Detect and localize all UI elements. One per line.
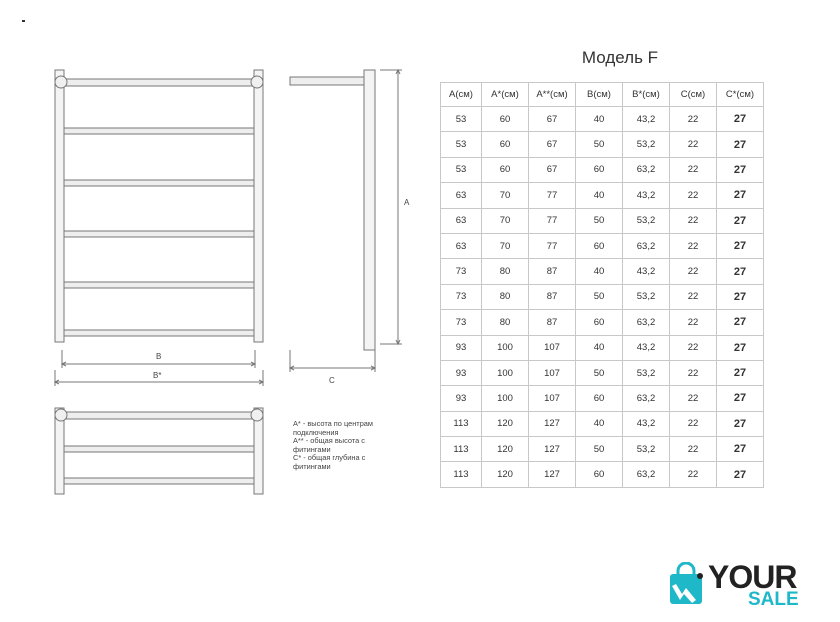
table-cell: 40 <box>576 335 623 360</box>
table-cell: 22 <box>670 437 717 462</box>
table-cell: 27 <box>717 360 764 385</box>
table-cell: 22 <box>670 462 717 487</box>
table-cell: 43,2 <box>623 335 670 360</box>
spec-table <box>440 82 764 488</box>
table-cell: 53,2 <box>623 284 670 309</box>
table-cell: 43,2 <box>623 259 670 284</box>
table-cell: 53 <box>441 157 482 182</box>
table-cell: 22 <box>670 132 717 157</box>
table-cell: 80 <box>482 284 529 309</box>
table-cell: 70 <box>482 233 529 258</box>
table-row <box>441 360 764 385</box>
dim-label-b-star: B* <box>153 371 162 380</box>
col-header-a-2star: A**(см) <box>529 83 576 107</box>
table-cell: 22 <box>670 284 717 309</box>
table-cell: 22 <box>670 310 717 335</box>
col-header-c: C(см) <box>670 83 717 107</box>
table-row <box>441 386 764 411</box>
table-cell: 53,2 <box>623 437 670 462</box>
table-cell: 93 <box>441 360 482 385</box>
table-row <box>441 208 764 233</box>
table-cell: 27 <box>717 284 764 309</box>
table-row <box>441 183 764 208</box>
table-cell: 50 <box>576 284 623 309</box>
table-cell: 100 <box>482 335 529 360</box>
table-cell: 27 <box>717 386 764 411</box>
table-cell: 73 <box>441 259 482 284</box>
table-cell: 22 <box>670 411 717 436</box>
table-cell: 127 <box>529 462 576 487</box>
table-cell: 22 <box>670 157 717 182</box>
table-cell: 22 <box>670 259 717 284</box>
table-cell: 120 <box>482 411 529 436</box>
table-cell: 77 <box>529 208 576 233</box>
table-cell: 22 <box>670 360 717 385</box>
table-cell: 53,2 <box>623 360 670 385</box>
table-cell: 27 <box>717 411 764 436</box>
table-row <box>441 437 764 462</box>
table-cell: 63,2 <box>623 233 670 258</box>
col-header-b: B(см) <box>576 83 623 107</box>
table-cell: 87 <box>529 259 576 284</box>
table-cell: 60 <box>576 310 623 335</box>
table-cell: 113 <box>441 411 482 436</box>
table-row <box>441 462 764 487</box>
col-header-b-star: B*(см) <box>623 83 670 107</box>
table-cell: 63,2 <box>623 386 670 411</box>
table-cell: 80 <box>482 310 529 335</box>
table-cell: 22 <box>670 335 717 360</box>
table-cell: 100 <box>482 386 529 411</box>
col-header-a-star: A*(см) <box>482 83 529 107</box>
table-cell: 50 <box>576 208 623 233</box>
table-cell: 87 <box>529 284 576 309</box>
table-cell: 127 <box>529 411 576 436</box>
table-cell: 43,2 <box>623 411 670 436</box>
table-cell: 127 <box>529 437 576 462</box>
table-cell: 60 <box>482 107 529 132</box>
logo-sub: SALE <box>748 589 799 610</box>
table-row <box>441 132 764 157</box>
table-cell: 87 <box>529 310 576 335</box>
table-cell: 60 <box>576 157 623 182</box>
table-cell: 73 <box>441 284 482 309</box>
table-cell: 27 <box>717 107 764 132</box>
dim-label-a: A <box>404 198 410 207</box>
table-cell: 67 <box>529 157 576 182</box>
table-cell: 22 <box>670 233 717 258</box>
table-cell: 67 <box>529 107 576 132</box>
table-row <box>441 411 764 436</box>
table-cell: 43,2 <box>623 107 670 132</box>
table-cell: 27 <box>717 233 764 258</box>
dim-label-c: C <box>329 376 335 385</box>
table-row <box>441 335 764 360</box>
table-row <box>441 107 764 132</box>
table-cell: 77 <box>529 183 576 208</box>
table-row <box>441 157 764 182</box>
table-cell: 73 <box>441 310 482 335</box>
table-cell: 22 <box>670 386 717 411</box>
table-row <box>441 259 764 284</box>
table-cell: 50 <box>576 132 623 157</box>
table-cell: 77 <box>529 233 576 258</box>
col-header-a: A(см) <box>441 83 482 107</box>
table-cell: 27 <box>717 132 764 157</box>
table-cell: 63 <box>441 183 482 208</box>
table-cell: 60 <box>482 132 529 157</box>
table-cell: 93 <box>441 335 482 360</box>
table-cell: 70 <box>482 208 529 233</box>
table-cell: 60 <box>576 462 623 487</box>
table-cell: 40 <box>576 183 623 208</box>
table-cell: 93 <box>441 386 482 411</box>
note-a-2star: A** - общая высота с фитингами <box>293 436 365 454</box>
table-cell: 50 <box>576 437 623 462</box>
table-cell: 70 <box>482 183 529 208</box>
logo-word: YOUR <box>708 559 797 595</box>
table-cell: 113 <box>441 462 482 487</box>
table-cell: 40 <box>576 259 623 284</box>
table-cell: 40 <box>576 107 623 132</box>
table-cell: 53 <box>441 132 482 157</box>
yoursale-logo <box>664 560 814 612</box>
table-cell: 50 <box>576 360 623 385</box>
table-cell: 107 <box>529 360 576 385</box>
table-cell: 22 <box>670 107 717 132</box>
dimension-notes <box>293 420 403 472</box>
table-cell: 113 <box>441 437 482 462</box>
table-cell: 67 <box>529 132 576 157</box>
table-cell: 100 <box>482 360 529 385</box>
table-cell: 60 <box>482 157 529 182</box>
table-cell: 27 <box>717 208 764 233</box>
table-cell: 27 <box>717 259 764 284</box>
table-cell: 22 <box>670 208 717 233</box>
table-cell: 63,2 <box>623 310 670 335</box>
table-cell: 27 <box>717 335 764 360</box>
table-cell: 27 <box>717 157 764 182</box>
table-cell: 60 <box>576 386 623 411</box>
note-c-star: C* - общая глубина с фитингами <box>293 453 366 471</box>
table-cell: 43,2 <box>623 183 670 208</box>
dim-label-b: B <box>156 352 162 361</box>
table-cell: 40 <box>576 411 623 436</box>
table-cell: 27 <box>717 462 764 487</box>
table-cell: 107 <box>529 335 576 360</box>
table-row <box>441 233 764 258</box>
table-cell: 63,2 <box>623 462 670 487</box>
table-cell: 63 <box>441 233 482 258</box>
table-cell: 22 <box>670 183 717 208</box>
table-cell: 120 <box>482 462 529 487</box>
table-cell: 53,2 <box>623 208 670 233</box>
table-cell: 63 <box>441 208 482 233</box>
table-cell: 60 <box>576 233 623 258</box>
table-row <box>441 310 764 335</box>
note-a-star: A* - высота по центрам подключения <box>293 419 373 437</box>
table-header-row <box>441 83 764 107</box>
table-cell: 27 <box>717 437 764 462</box>
table-cell: 80 <box>482 259 529 284</box>
col-header-c-star: C*(см) <box>717 83 764 107</box>
model-title: Модель F <box>581 48 659 67</box>
table-cell: 107 <box>529 386 576 411</box>
table-cell: 120 <box>482 437 529 462</box>
table-cell: 63,2 <box>623 157 670 182</box>
table-cell: 27 <box>717 310 764 335</box>
table-cell: 27 <box>717 183 764 208</box>
shopping-bag-hand-icon <box>664 562 710 608</box>
table-row <box>441 284 764 309</box>
table-cell: 53,2 <box>623 132 670 157</box>
table-cell: 53 <box>441 107 482 132</box>
